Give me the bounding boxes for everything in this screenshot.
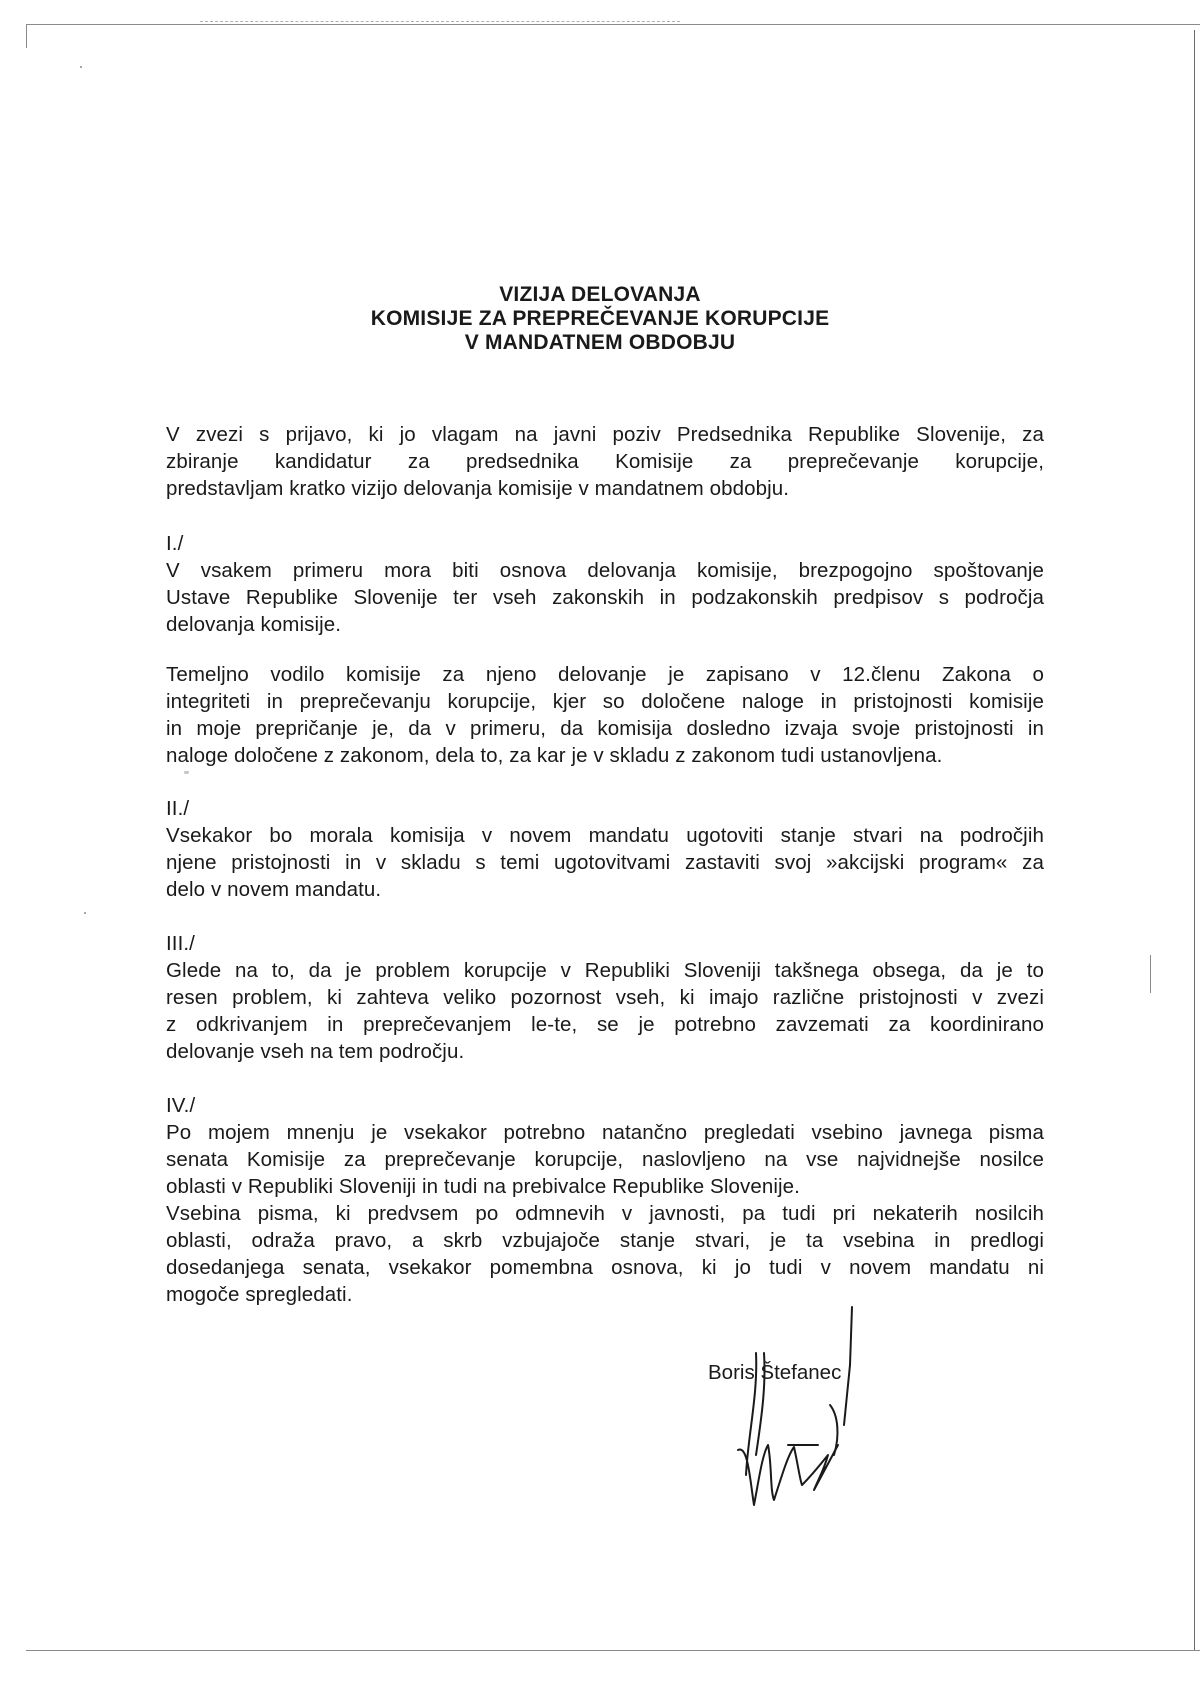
text-line: delo v novem mandatu. — [166, 878, 382, 901]
intro-paragraph — [166, 421, 1044, 502]
section-heading: IV./ — [166, 1094, 196, 1117]
text-line: Ustave Republike Slovenije ter vseh zakonskih in podzakonskih predpisov s področja — [166, 586, 1044, 609]
text-line: njene pristojnosti in v skladu s temi ugotovitvami zastaviti svoj »akcijski program« za — [166, 851, 1044, 874]
text-line: integriteti in preprečevanju korupcije, kjer so določene naloge in pristojnosti komisije — [166, 690, 1044, 713]
section-heading: III./ — [166, 932, 195, 955]
text-line: zbiranje kandidatur za predsednika Komisije za preprečevanje korupcije, — [166, 450, 1044, 473]
scan-speck — [80, 66, 82, 68]
text-line: in moje prepričanje je, da v primeru, da komisija dosledno izvaja svoje pristojnosti in — [166, 717, 1044, 740]
section-4 — [166, 1092, 1044, 1308]
text-line: V vsakem primeru mora biti osnova delovanja komisije, brezpogojno spoštovanje — [166, 559, 1044, 582]
scan-edge-left — [26, 24, 27, 48]
text-line: senata Komisije za preprečevanje korupcije, naslovljeno na vse najvidnejše nosilce — [166, 1148, 1044, 1171]
text-line: Temeljno vodilo komisije za njeno delovanje je zapisano v 12.členu Zakona o — [166, 663, 1044, 686]
scan-edge-top — [26, 24, 1200, 25]
signatory-name: Boris Štefanec — [708, 1361, 842, 1384]
section-1 — [166, 530, 1044, 638]
section-heading: I./ — [166, 532, 184, 555]
scan-speck — [184, 771, 189, 774]
section-2 — [166, 795, 1044, 903]
text-line: z odkrivanjem in preprečevanjem le-te, se je potrebno zavzemati za koordinirano — [166, 1013, 1044, 1036]
handwritten-signature — [728, 1305, 868, 1515]
scan-edge-top-faint — [200, 21, 680, 22]
scan-edge-bottom — [26, 1650, 1200, 1651]
text-line: mogoče spregledati. — [166, 1283, 353, 1306]
text-line: oblasti v Republiki Sloveniji in tudi na prebivalce Republike Slovenije. — [166, 1175, 800, 1198]
scan-edge-right — [1194, 30, 1195, 1650]
text-line: delovanje vseh na tem področju. — [166, 1040, 465, 1063]
text-line: Vsekakor bo morala komisija v novem mandatu ugotoviti stanje stvari na področjih — [166, 824, 1044, 847]
section-3 — [166, 930, 1044, 1065]
text-line: resen problem, ki zahteva veliko pozornost vseh, ki imajo različne pristojnosti v zvezi — [166, 986, 1044, 1009]
title-line-2: KOMISIJE ZA PREPREČEVANJE KORUPCIJE — [370, 307, 830, 330]
text-line: naloge določene z zakonom, dela to, za kar je v skladu z zakonom tudi ustanovljena. — [166, 744, 943, 767]
section-heading: II./ — [166, 797, 190, 820]
text-line: predstavljam kratko vizijo delovanja komisije v mandatnem obdobju. — [166, 477, 790, 500]
text-line: oblasti, odraža pravo, a skrb vzbujajoče stanje stvari, je ta vsebina in predlogi — [166, 1229, 1044, 1252]
text-line: delovanja komisije. — [166, 613, 342, 636]
document-title — [0, 283, 1200, 355]
text-line: Po mojem mnenju je vsekakor potrebno natančno pregledati vsebino javnega pisma — [166, 1121, 1044, 1144]
text-line: Vsebina pisma, ki predvsem po odmnevih v javnosti, pa tudi pri nekaterih nosilcih — [166, 1202, 1044, 1225]
title-line-1: VIZIJA DELOVANJA — [499, 283, 701, 306]
scan-speck — [84, 912, 86, 914]
text-line: V zvezi s prijavo, ki jo vlagam na javni poziv Predsednika Republike Slovenije, za — [166, 423, 1044, 446]
text-line: Glede na to, da je problem korupcije v Republiki Sloveniji takšnega obsega, da je to — [166, 959, 1044, 982]
scan-mark — [1150, 955, 1151, 993]
section-1-paragraph-2 — [166, 661, 1044, 769]
text-line: dosedanjega senata, vsekakor pomembna osnova, ki jo tudi v novem mandatu ni — [166, 1256, 1044, 1279]
title-line-3: V MANDATNEM OBDOBJU — [464, 331, 736, 354]
